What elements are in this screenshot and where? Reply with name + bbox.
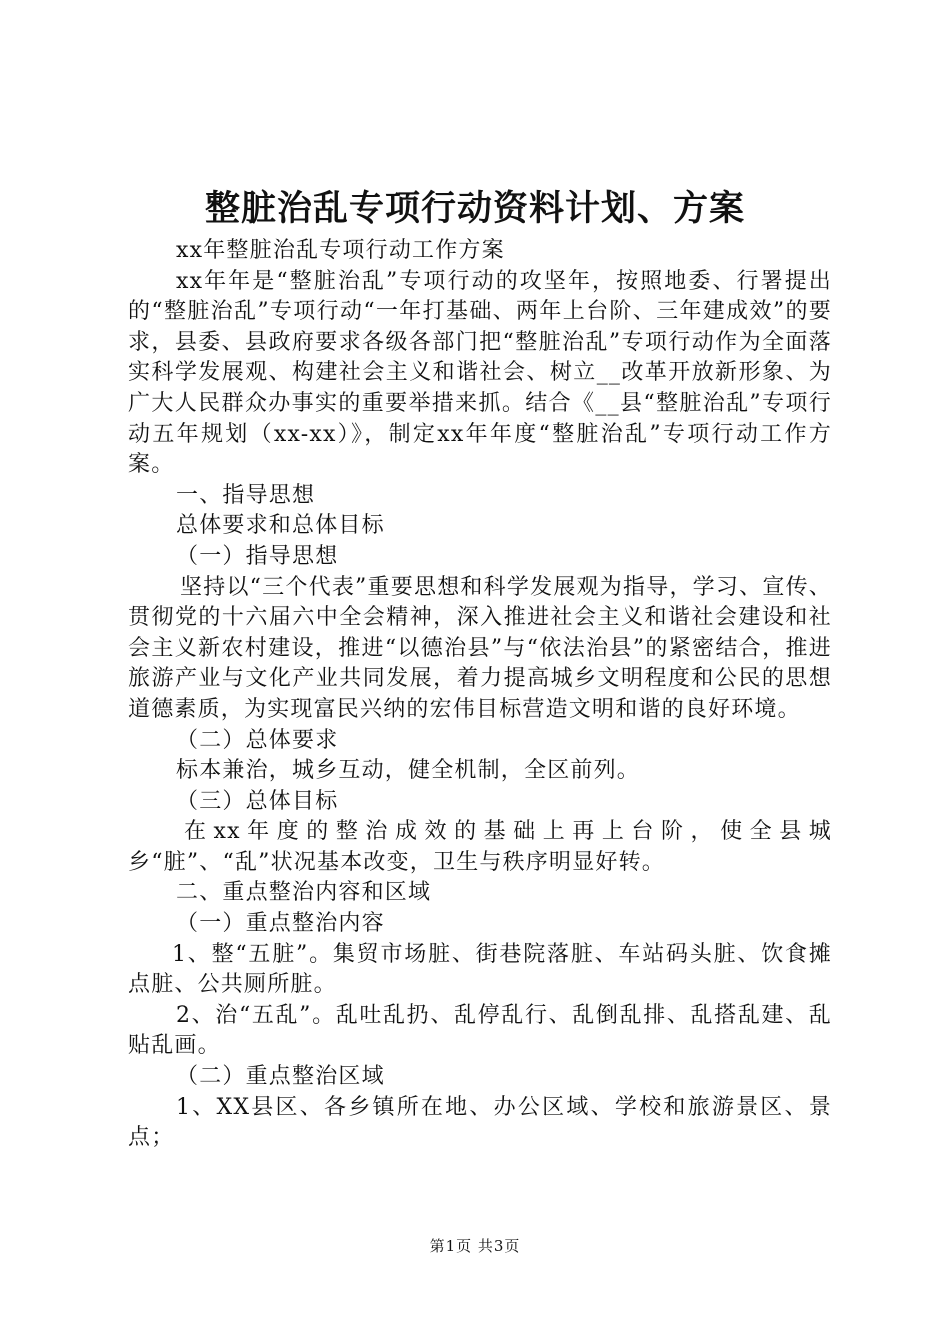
document-body xyxy=(128,236,832,1154)
intro-paragraph: xx年年是“整脏治乱”专项行动的攻坚年，按照地委、行署提出的“整脏治乱”专项行动“一年打基础、两年上台阶、三年建成效”的要求，县委、县政府要求各级各部门把“整脏治乱”专项行动作为全面落实科学发展观、构建社会主义和谐社会、树立__改革开放新形象、为广大人民群众办事实的重要举措来抓。结合《__县“整脏治乱”专项行动五年规划（xx-xx）》，制定xx年年度“整脏治乱”专项行动工作方案。 xyxy=(128,268,832,478)
subheading-key-content: （一）重点整治内容 xyxy=(176,911,385,937)
subheading-key-areas: （二）重点整治区域 xyxy=(176,1064,385,1090)
overall-goal-paragraph: 在xx年度的整治成效的基础上再上台阶，使全县城乡“脏”、“乱”状况基本改变，卫生与秩序明显好转。 xyxy=(128,819,832,875)
guiding-ideology-paragraph: 坚持以“三个代表”重要思想和科学发展观为指导，学习、宣传、贯彻党的十六届六中全会精神，深入推进社会主义和谐社会建设和社会主义新农村建设，推进“以德治县”与“依法治县”的紧密结合，推进旅游产业与文化产业共同发展，着力提高城乡文明程度和公民的思想道德素质，为实现富民兴纳的宏伟目标营造文明和谐的良好环境。 xyxy=(128,574,832,722)
subheading-overall-requirements: （二）总体要求 xyxy=(176,727,339,753)
subheading-overall-goal: （三）总体目标 xyxy=(176,788,339,814)
page-footer: 第1页 共3页 xyxy=(429,1237,521,1255)
section-heading-key-content: 二、重点整治内容和区域 xyxy=(176,880,432,906)
list-item-five-chaos: 2、治“五乱”。乱吐乱扔、乱停乱行、乱倒乱排、乱搭乱建、乱贴乱画。 xyxy=(128,1002,832,1059)
subsection-overall: 总体要求和总体目标 xyxy=(176,513,385,539)
section-heading-guiding-ideology: 一、指导思想 xyxy=(176,482,316,508)
document-title: 整脏治乱专项行动资料计划、方案 xyxy=(204,188,745,229)
list-item-five-dirty: 1、整“五脏”。集贸市场脏、街巷院落脏、车站码头脏、饮食摊点脏、公共厕所脏。 xyxy=(128,941,832,998)
overall-requirements-paragraph: 标本兼治，城乡互动，健全机制，全区前列。 xyxy=(176,758,641,784)
list-item-areas: 1、XX县区、各乡镇所在地、办公区域、学校和旅游景区、景点； xyxy=(128,1094,832,1151)
plan-heading: xx年整脏治乱专项行动工作方案 xyxy=(176,238,505,263)
subheading-guiding-ideology: （一）指导思想 xyxy=(176,543,339,569)
